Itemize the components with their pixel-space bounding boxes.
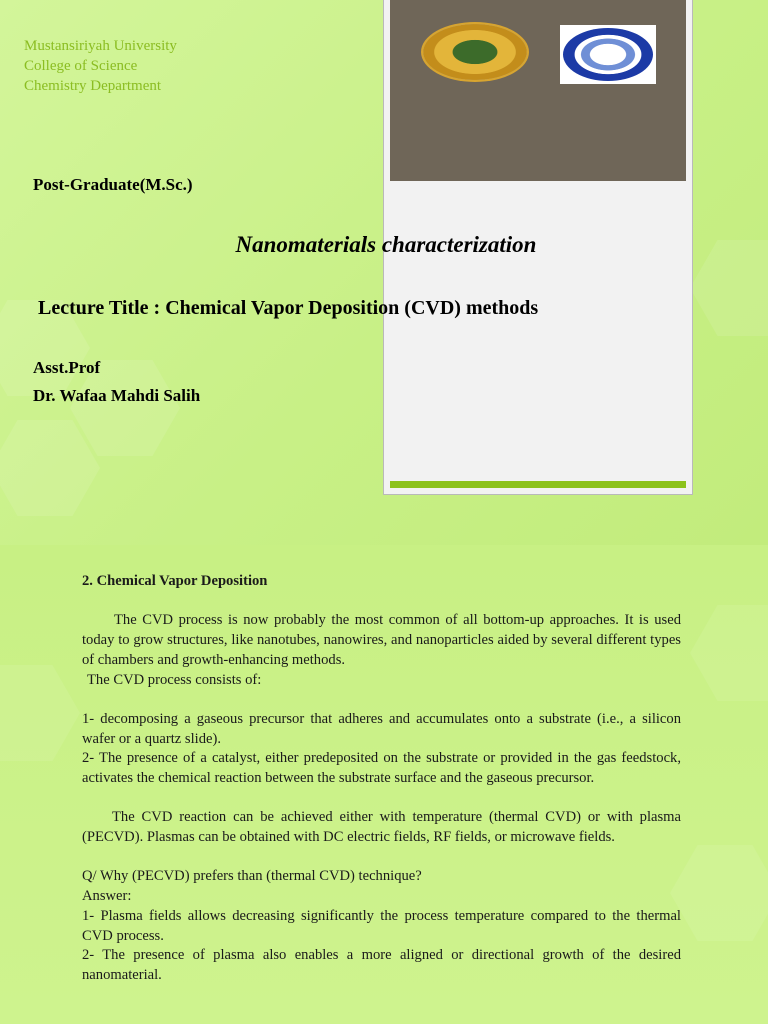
university-name: Mustansiriyah University (24, 38, 177, 54)
answer-two: 2- The presence of plasma also enables a more aligned or directional growth of the desired nanomaterial. (82, 947, 681, 983)
college-seal-logo (563, 28, 653, 81)
author-rank: Asst.Prof (33, 358, 101, 377)
college-name: College of Science (24, 58, 138, 74)
step-two: 2- The presence of a catalyst, either predeposited on the substrate or provided in the gas feedstock, activates the chemical reaction between the substrate surface and the gaseous precursor. (82, 750, 681, 786)
answer-label: Answer: (82, 888, 132, 905)
document-body (82, 572, 681, 986)
background-hexagon (670, 845, 768, 941)
background-hexagon (690, 605, 768, 701)
intro-paragraph: The CVD process is now probably the most common of all bottom-up approaches. It is used today to grow structures, like nanotubes, nanowires, and nanoparticles aided by several different types of chambers and growth-enhancing methods. (82, 612, 681, 668)
university-seal-logo (423, 24, 527, 80)
author-name: Dr. Wafaa Mahdi Salih (33, 386, 201, 405)
consists-of-line: The CVD process consists of: (87, 671, 262, 688)
degree-label: Post-Graduate(M.Sc.) (33, 175, 193, 194)
step-one: 1- decomposing a gaseous precursor that adheres and accumulates onto a substrate (i.e., a silicon wafer or a quartz slide). (82, 710, 681, 747)
reaction-paragraph: The CVD reaction can be achieved either with temperature (thermal CVD) or with plasma (PECVD). Plasmas can be obtained with DC electric fields, RF fields, or microwave fields. (82, 809, 681, 846)
background-hexagon (0, 665, 80, 761)
answer-one: 1- Plasma fields allows decreasing significantly the process temperature compared to the thermal CVD process. (82, 907, 681, 944)
department-name: Chemistry Department (24, 78, 162, 94)
course-title: Nanomaterials characterization (235, 232, 537, 257)
lecture-title: Lecture Title : Chemical Vapor Deposition (CVD) methods (38, 297, 539, 319)
section-heading: 2. Chemical Vapor Deposition (82, 573, 268, 589)
accent-bar (390, 481, 686, 488)
institution-block (24, 36, 177, 96)
question-line: Q/ Why (PECVD) prefers than (thermal CVD) technique? (82, 868, 422, 885)
background-hexagon (0, 420, 100, 516)
logo-panel-header (390, 0, 686, 181)
college-logo-frame (560, 25, 656, 84)
